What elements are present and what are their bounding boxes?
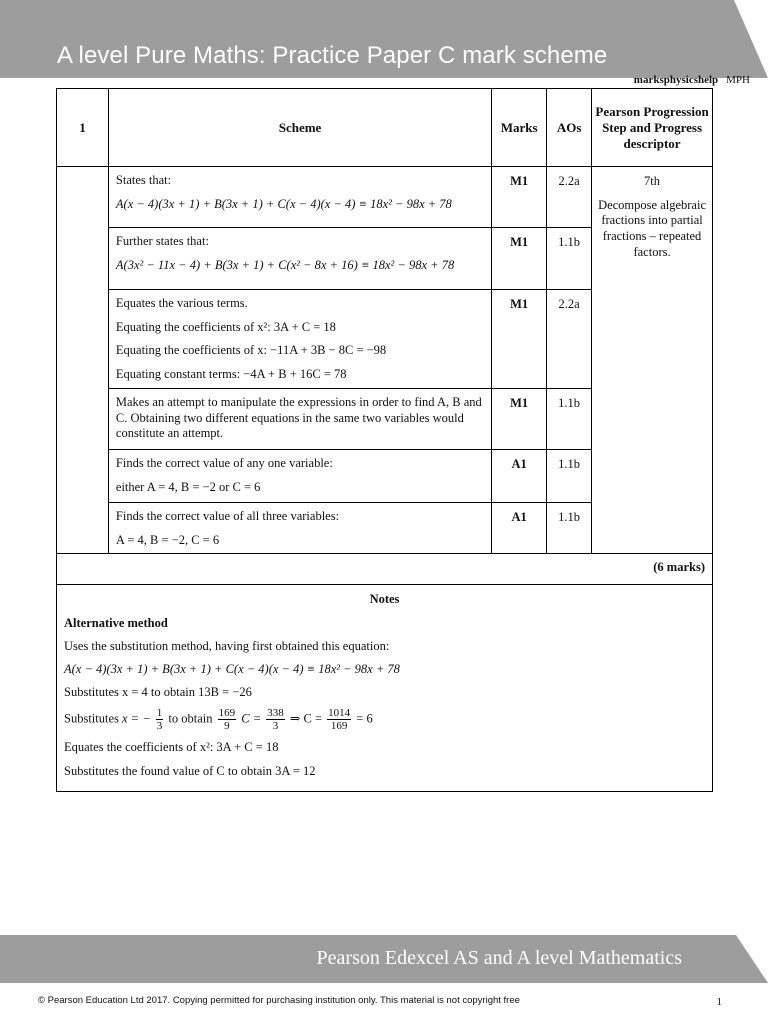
ao-value: 1.1b bbox=[547, 450, 592, 503]
fraction bbox=[156, 707, 164, 732]
ao-value: 1.1b bbox=[547, 228, 592, 290]
frac-den: 3 bbox=[272, 720, 279, 733]
mark-scheme-table bbox=[56, 88, 713, 792]
sub2-x: x = − bbox=[122, 711, 151, 726]
page-title: A level Pure Maths: Practice Paper C mark scheme bbox=[57, 42, 608, 69]
notes-cell bbox=[57, 585, 713, 792]
col-scheme: Scheme bbox=[108, 89, 491, 167]
scheme-line: Finds the correct value of all three variables: bbox=[115, 509, 340, 523]
mark-value: M1 bbox=[492, 228, 547, 290]
table-header-row bbox=[57, 89, 713, 167]
scheme-cell bbox=[108, 290, 491, 389]
frac-num: 1 bbox=[156, 707, 163, 720]
fraction bbox=[266, 707, 285, 732]
ao-value: 2.2a bbox=[547, 290, 592, 389]
ao-value: 1.1b bbox=[547, 503, 592, 554]
notes-row bbox=[57, 585, 713, 792]
scheme-cell bbox=[108, 503, 491, 554]
mark-value: M1 bbox=[492, 290, 547, 389]
col-descriptor: Pearson Progression Step and Progress descriptor bbox=[592, 89, 713, 167]
progress-descriptor: Decompose algebraic fractions into partial fractions – repeated factors. bbox=[598, 197, 706, 259]
scheme-line: Equating the coefficients of x: −11A + 3B − 8C = −98 bbox=[115, 343, 387, 358]
notes-title: Notes bbox=[369, 592, 400, 606]
scheme-line: Equating the coefficients of x²: 3A + C = 18 bbox=[115, 319, 336, 334]
frac-num: 1014 bbox=[328, 707, 351, 720]
frac-num: 169 bbox=[218, 707, 236, 720]
fraction bbox=[218, 707, 237, 732]
notes-intro: Uses the substitution method, having first obtained this equation: bbox=[64, 638, 390, 653]
frac-den: 9 bbox=[224, 720, 230, 733]
scheme-cell bbox=[108, 167, 491, 228]
col-aos: AOs bbox=[547, 89, 592, 167]
question-number: 1 bbox=[57, 89, 109, 167]
notes-sub3: Substitutes the found value of C to obtain 3A = 12 bbox=[64, 763, 316, 778]
scheme-line: Finds the correct value of any one variable: bbox=[115, 456, 333, 470]
scheme-equation: A(3x² − 11x − 4) + B(3x + 1) + C(x² − 8x + 16) ≡ 18x² − 98x + 78 bbox=[115, 257, 455, 272]
scheme-line: Equating constant terms: −4A + B + 16C = 78 bbox=[115, 366, 347, 381]
scheme-line: Further states that: bbox=[115, 234, 209, 248]
sub2-end: = 6 bbox=[356, 711, 373, 726]
descriptor-cell bbox=[592, 167, 713, 554]
notes-equation: A(x − 4)(3x + 1) + B(3x + 1) + C(x − 4)(x − 4) ≡ 18x² − 98x + 78 bbox=[64, 661, 400, 676]
scheme-cell bbox=[108, 389, 491, 450]
sub2-prefix: Substitutes bbox=[64, 711, 119, 726]
frac-num: 338 bbox=[267, 707, 284, 720]
ao-value: 2.2a bbox=[547, 167, 592, 228]
scheme-cell bbox=[108, 228, 491, 290]
mark-value: M1 bbox=[492, 389, 547, 450]
scheme-line: States that: bbox=[115, 173, 172, 187]
watermark bbox=[634, 74, 750, 86]
ao-value: 1.1b bbox=[547, 389, 592, 450]
sub2-implies: ⇒ C = bbox=[289, 711, 323, 726]
scheme-line: Equates the various terms. bbox=[115, 296, 248, 310]
scheme-cell bbox=[108, 450, 491, 503]
mark-value: A1 bbox=[492, 503, 547, 554]
notes-coefficients: Equates the coefficients of x²: 3A + C = 18 bbox=[64, 740, 279, 755]
notes-sub1: Substitutes x = 4 to obtain 13B = −26 bbox=[64, 685, 252, 699]
scheme-line: A = 4, B = −2, C = 6 bbox=[115, 532, 220, 547]
watermark-site: marksphysicshelp bbox=[633, 74, 719, 86]
frac-den: 3 bbox=[156, 720, 163, 733]
frac-den: 169 bbox=[330, 720, 348, 733]
fraction bbox=[327, 707, 351, 732]
col-marks: Marks bbox=[492, 89, 547, 167]
notes-sub2 bbox=[64, 707, 705, 732]
header-banner bbox=[0, 0, 768, 78]
blank-cell bbox=[57, 167, 109, 554]
table-row bbox=[57, 167, 713, 228]
mark-value: M1 bbox=[492, 167, 547, 228]
mark-value: A1 bbox=[492, 450, 547, 503]
notes-subtitle: Alternative method bbox=[64, 616, 168, 631]
total-row bbox=[57, 554, 713, 585]
footer-banner bbox=[0, 935, 768, 983]
scheme-line: either A = 4, B = −2 or C = 6 bbox=[115, 479, 261, 494]
copyright-notice: © Pearson Education Ltd 2017. Copying permitted for purchasing institution only. This material is not copyright free bbox=[38, 995, 520, 1006]
progression-step: 7th bbox=[644, 174, 661, 188]
sub2-mid: to obtain bbox=[168, 711, 213, 726]
sub2-c: C = bbox=[241, 711, 262, 726]
total-marks: (6 marks) bbox=[57, 554, 713, 585]
watermark-abbr: MPH bbox=[726, 74, 750, 86]
page-number: 1 bbox=[716, 996, 722, 1008]
scheme-line: Makes an attempt to manipulate the expressions in order to find A, B and C. Obtaining two different equations in the same two variables would constitute an attempt. bbox=[115, 395, 482, 441]
scheme-equation: A(x − 4)(3x + 1) + B(3x + 1) + C(x − 4)(x − 4) ≡ 18x² − 98x + 78 bbox=[115, 196, 452, 211]
footer-brand: Pearson Edexcel AS and A level Mathematics bbox=[316, 947, 682, 969]
